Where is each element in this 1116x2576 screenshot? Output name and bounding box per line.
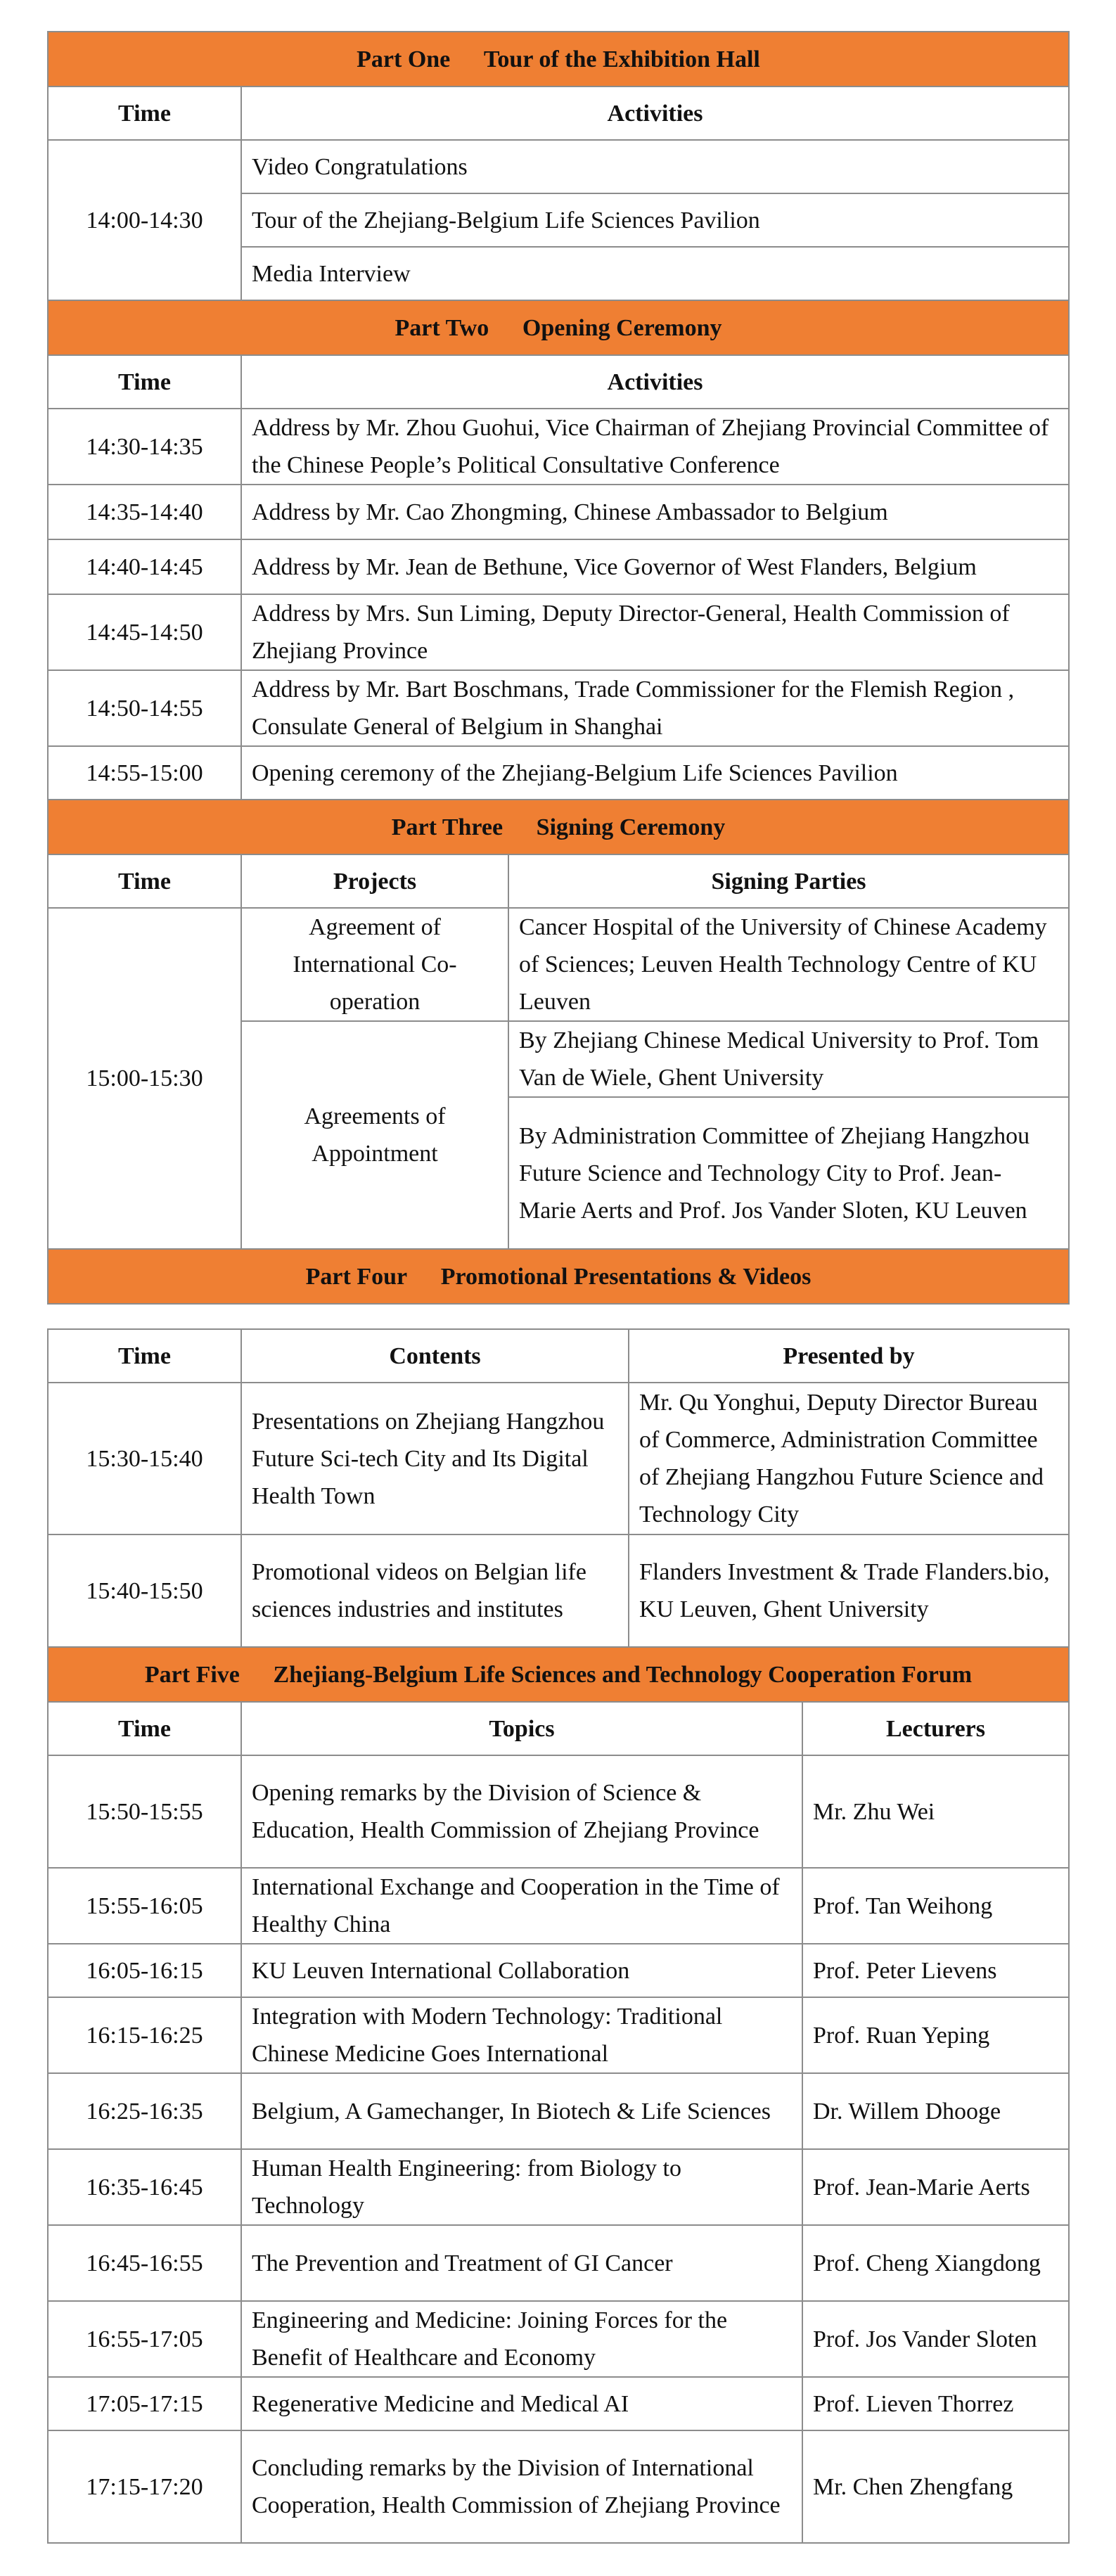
presenter-cell: Mr. Qu Yonghui, Deputy Director Bureau of Commerce, Administration Committee of Zhejiang Hangzhou Future Science and Technology City: [629, 1383, 1069, 1534]
table-row: [48, 539, 1069, 594]
time-cell: 15:55-16:05: [48, 1868, 241, 1944]
part-two-title: Opening Ceremony: [522, 314, 722, 341]
topic-cell: Opening remarks by the Division of Science & Education, Health Commission of Zhejiang Province: [241, 1755, 802, 1868]
part-three-header: [48, 800, 1069, 854]
table-row: [48, 485, 1069, 539]
table-row: [48, 2301, 1069, 2377]
activity-cell: Video Congratulations: [241, 140, 1069, 193]
col-time: Time: [48, 854, 241, 908]
col-contents: Contents: [241, 1329, 629, 1383]
time-cell: 14:30-14:35: [48, 409, 241, 485]
topic-cell: International Exchange and Cooperation in the Time of Healthy China: [241, 1868, 802, 1944]
part-four-header: [48, 1249, 1069, 1304]
part-five-title: Zhejiang-Belgium Life Sciences and Technology Cooperation Forum: [273, 1661, 973, 1688]
time-cell: 15:40-15:50: [48, 1534, 241, 1647]
table-row: [48, 409, 1069, 485]
table-row: [48, 2149, 1069, 2225]
lecturer-cell: Prof. Ruan Yeping: [802, 1997, 1069, 2073]
lecturer-cell: Prof. Peter Lievens: [802, 1944, 1069, 1997]
lecturer-cell: Prof. Lieven Thorrez: [802, 2377, 1069, 2430]
table-row: [48, 2073, 1069, 2149]
signing-parties-cell: By Zhejiang Chinese Medical University to Prof. Tom Van de Wiele, Ghent University: [508, 1021, 1069, 1097]
time-cell: 16:05-16:15: [48, 1944, 241, 1997]
topic-cell: Concluding remarks by the Division of International Cooperation, Health Commission of Zhejiang Province: [241, 2430, 802, 2543]
lecturer-cell: Mr. Chen Zhengfang: [802, 2430, 1069, 2543]
time-cell: 16:15-16:25: [48, 1997, 241, 2073]
part-four-label: Part Four: [305, 1263, 408, 1290]
time-cell: 14:45-14:50: [48, 594, 241, 670]
part-one-header: [48, 32, 1069, 86]
activity-cell: Media Interview: [241, 247, 1069, 300]
time-cell: 16:25-16:35: [48, 2073, 241, 2149]
activity-cell: Address by Mr. Zhou Guohui, Vice Chairman of Zhejiang Provincial Committee of the Chinese People’s Political Consultative Conference: [241, 409, 1069, 485]
part-four-title: Promotional Presentations & Videos: [440, 1263, 812, 1290]
col-presented-by: Presented by: [629, 1329, 1069, 1383]
agenda-table-secondary: [47, 1328, 1070, 2544]
presenter-cell: Flanders Investment & Trade Flanders.bio, KU Leuven, Ghent University: [629, 1534, 1069, 1647]
lecturer-cell: Prof. Tan Weihong: [802, 1868, 1069, 1944]
time-cell: 16:35-16:45: [48, 2149, 241, 2225]
activity-cell: Address by Mr. Jean de Bethune, Vice Governor of West Flanders, Belgium: [241, 539, 1069, 594]
activity-cell: Tour of the Zhejiang-Belgium Life Sciences Pavilion: [241, 193, 1069, 247]
time-cell: 14:50-14:55: [48, 670, 241, 746]
topic-cell: KU Leuven International Collaboration: [241, 1944, 802, 1997]
table-row: [48, 1383, 1069, 1534]
table-row: [48, 1868, 1069, 1944]
signing-parties-cell: By Administration Committee of Zhejiang Hangzhou Future Science and Technology City to Prof. Jean-Marie Aerts and Prof. Jos Vander Sloten, KU Leuven: [508, 1097, 1069, 1249]
time-cell: 14:40-14:45: [48, 539, 241, 594]
col-time: Time: [48, 1702, 241, 1755]
time-cell: 17:15-17:20: [48, 2430, 241, 2543]
lecturer-cell: Prof. Jos Vander Sloten: [802, 2301, 1069, 2377]
agenda-table-main: [47, 31, 1070, 1305]
time-cell: 14:55-15:00: [48, 746, 241, 800]
time-cell: 16:55-17:05: [48, 2301, 241, 2377]
part-three-column-headers: [48, 854, 1069, 908]
part-three-title: Signing Ceremony: [536, 814, 726, 840]
part-two-label: Part Two: [395, 314, 489, 341]
topic-cell: Human Health Engineering: from Biology to Technology: [241, 2149, 802, 2225]
table-row: [48, 2225, 1069, 2301]
table-row: [48, 594, 1069, 670]
topic-cell: The Prevention and Treatment of GI Cancer: [241, 2225, 802, 2301]
time-cell: 17:05-17:15: [48, 2377, 241, 2430]
col-time: Time: [48, 1329, 241, 1383]
time-cell: 15:00-15:30: [48, 908, 241, 1249]
activity-cell: Address by Mr. Bart Boschmans, Trade Commissioner for the Flemish Region , Consulate General of Belgium in Shanghai: [241, 670, 1069, 746]
topic-cell: Belgium, A Gamechanger, In Biotech & Life Sciences: [241, 2073, 802, 2149]
col-activities: Activities: [241, 86, 1069, 140]
time-cell: 14:00-14:30: [48, 140, 241, 300]
col-time: Time: [48, 355, 241, 409]
topic-cell: Engineering and Medicine: Joining Forces for the Benefit of Healthcare and Economy: [241, 2301, 802, 2377]
table-row: [48, 746, 1069, 800]
col-topics: Topics: [241, 1702, 802, 1755]
part-three-label: Part Three: [391, 814, 504, 840]
part-five-column-headers: [48, 1702, 1069, 1755]
table-row: [48, 670, 1069, 746]
part-two-header: [48, 300, 1069, 355]
part-five-label: Part Five: [144, 1661, 240, 1688]
table-row: [48, 2430, 1069, 2543]
table-row: [48, 1534, 1069, 1647]
time-cell: 15:30-15:40: [48, 1383, 241, 1534]
project-cell: Agreements of Appointment: [241, 1021, 508, 1249]
table-row: [48, 1944, 1069, 1997]
activity-cell: Address by Mrs. Sun Liming, Deputy Director-General, Health Commission of Zhejiang Province: [241, 594, 1069, 670]
content-cell: Promotional videos on Belgian life sciences industries and institutes: [241, 1534, 629, 1647]
col-lecturers: Lecturers: [802, 1702, 1069, 1755]
lecturer-cell: Mr. Zhu Wei: [802, 1755, 1069, 1868]
lecturer-cell: Prof. Jean-Marie Aerts: [802, 2149, 1069, 2225]
part-four-column-headers: [48, 1329, 1069, 1383]
table-row: [48, 1755, 1069, 1868]
activity-cell: Opening ceremony of the Zhejiang-Belgium Life Sciences Pavilion: [241, 746, 1069, 800]
col-time: Time: [48, 86, 241, 140]
part-one-label: Part One: [357, 46, 451, 72]
time-cell: 15:50-15:55: [48, 1755, 241, 1868]
time-cell: 16:45-16:55: [48, 2225, 241, 2301]
lecturer-cell: Dr. Willem Dhooge: [802, 2073, 1069, 2149]
part-one-column-headers: [48, 86, 1069, 140]
table-row: [48, 908, 1069, 1021]
lecturer-cell: Prof. Cheng Xiangdong: [802, 2225, 1069, 2301]
topic-cell: Integration with Modern Technology: Traditional Chinese Medicine Goes International: [241, 1997, 802, 2073]
col-projects: Projects: [241, 854, 508, 908]
part-one-title: Tour of the Exhibition Hall: [483, 46, 760, 72]
table-row: [48, 140, 1069, 193]
activity-cell: Address by Mr. Cao Zhongming, Chinese Ambassador to Belgium: [241, 485, 1069, 539]
col-activities: Activities: [241, 355, 1069, 409]
time-cell: 14:35-14:40: [48, 485, 241, 539]
content-cell: Presentations on Zhejiang Hangzhou Future Sci-tech City and Its Digital Health Town: [241, 1383, 629, 1534]
topic-cell: Regenerative Medicine and Medical AI: [241, 2377, 802, 2430]
table-row: [48, 2377, 1069, 2430]
project-cell: Agreement of International Co-operation: [241, 908, 508, 1021]
part-two-column-headers: [48, 355, 1069, 409]
part-five-header: [48, 1647, 1069, 1702]
table-row: [48, 1997, 1069, 2073]
col-signing-parties: Signing Parties: [508, 854, 1069, 908]
signing-parties-cell: Cancer Hospital of the University of Chinese Academy of Sciences; Leuven Health Technology Centre of KU Leuven: [508, 908, 1069, 1021]
